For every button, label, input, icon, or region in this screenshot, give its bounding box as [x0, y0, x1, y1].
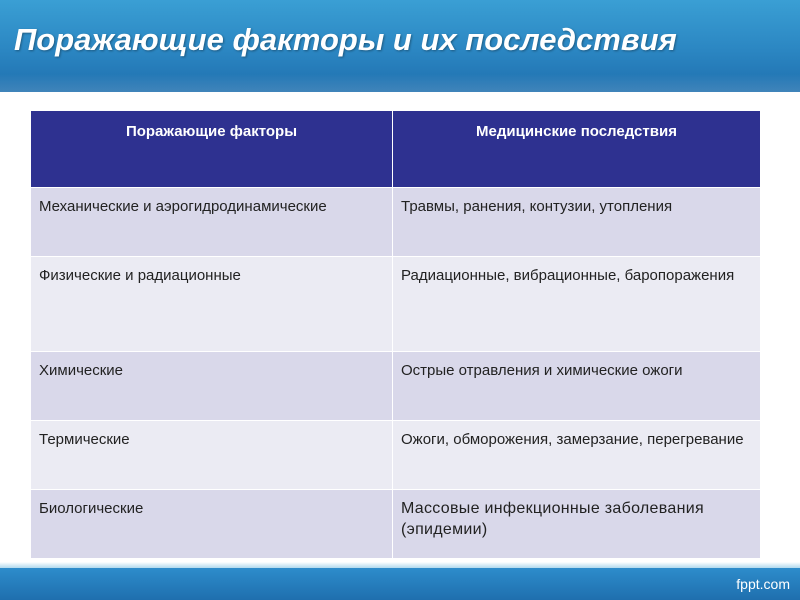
factor-cell: Биологические [31, 490, 393, 559]
consequence-cell: Массовые инфекционные заболевания (эпидемии) [393, 490, 761, 559]
consequence-cell: Травмы, ранения, контузии, утопления [393, 188, 761, 257]
consequence-cell: Ожоги, обморожения, замерзание, перегревание [393, 421, 761, 490]
table-row [31, 490, 761, 559]
factor-cell: Химические [31, 352, 393, 421]
footer-band [0, 568, 800, 600]
consequence-cell: Острые отравления и химические ожоги [393, 352, 761, 421]
header-factors: Поражающие факторы [31, 111, 393, 188]
table-row [31, 188, 761, 257]
brand-label: fppt.com [736, 576, 790, 592]
factor-cell: Физические и радиационные [31, 257, 393, 352]
slide-title: Поражающие факторы и их последствия [14, 22, 677, 57]
title-band [0, 0, 800, 92]
table-row [31, 421, 761, 490]
header-consequences: Медицинские последствия [393, 111, 761, 188]
table-header-row [31, 111, 761, 188]
table-row [31, 352, 761, 421]
factor-cell: Термические [31, 421, 393, 490]
table-row [31, 257, 761, 352]
factor-cell: Механические и аэрогидродинамические [31, 188, 393, 257]
consequence-cell: Радиационные, вибрационные, баропоражения [393, 257, 761, 352]
factors-table [30, 110, 761, 559]
